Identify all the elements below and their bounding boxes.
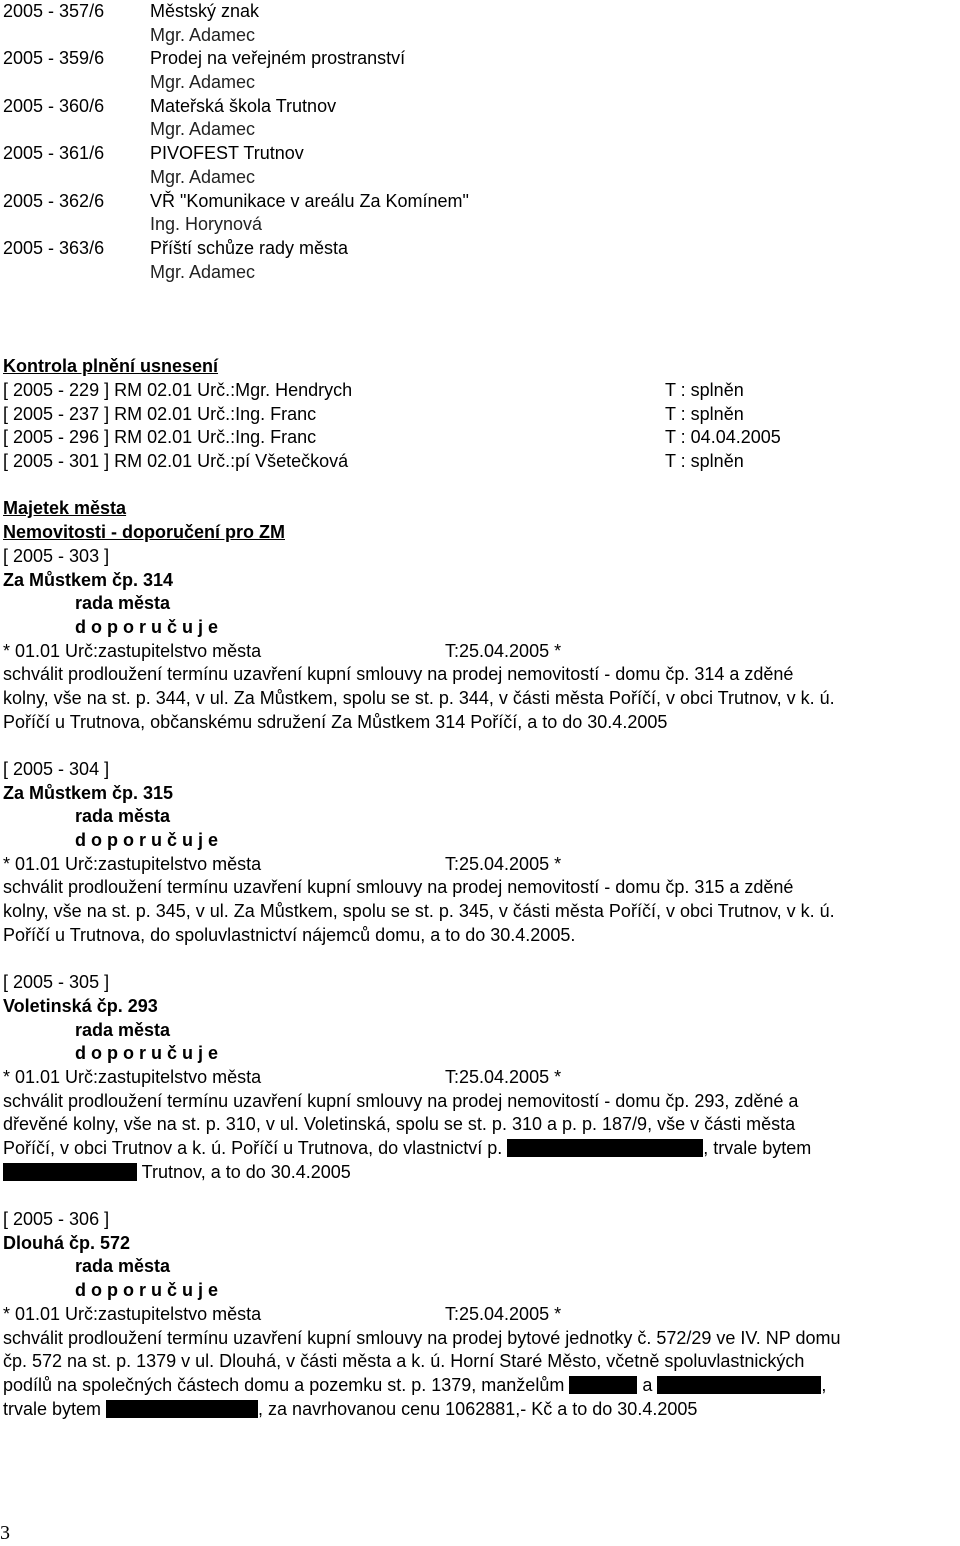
- control-result: T : 04.04.2005: [665, 427, 781, 448]
- agenda-number: 2005 - 357/6: [3, 1, 105, 21]
- resolution-text-line: Poříčí, v obci Trutnov a k. ú. Poříčí u Trutnova, do vlastnictví p.: [3, 1138, 508, 1158]
- redacted-name: [657, 1376, 821, 1394]
- control-result: T : splněn: [665, 380, 744, 400]
- task-assignee: * 01.01 Urč:zastupitelstvo města: [3, 640, 262, 661]
- agenda-title: Městský znak: [150, 1, 260, 21]
- control-section: [3, 355, 958, 473]
- resolution-text-line: ,: [821, 1374, 827, 1395]
- resolution-ref: [ 2005 - 305 ]: [3, 972, 110, 993]
- task-assignee: * 01.01 Urč:zastupitelstvo města: [3, 1303, 262, 1324]
- redacted-name: [569, 1376, 637, 1394]
- agenda-title: VŘ "Komunikace v areálu Za Komínem": [150, 190, 469, 211]
- agenda-title: Mateřská škola Trutnov: [150, 95, 337, 116]
- resolution-text-line: kolny, vše na st. p. 344, v ul. Za Můstkem, spolu se st. p. 344, v části města Poříčí, v obci Trutnov, v k. ú.: [3, 687, 835, 708]
- resolution-305: [3, 971, 958, 1184]
- agenda-person: Mgr. Adamec: [150, 72, 256, 93]
- task-deadline: T:25.04.2005 *: [445, 640, 562, 661]
- agenda-title: Příští schůze rady města: [150, 237, 349, 258]
- resolution-text-line: kolny, vše na st. p. 345, v ul. Za Můstkem, spolu se st. p. 345, v části města Poříčí, v obci Trutnov, v k. ú.: [3, 901, 835, 922]
- resolution-304: [3, 758, 958, 948]
- redacted-address: [106, 1400, 258, 1418]
- task-assignee: * 01.01 Urč:zastupitelstvo města: [3, 853, 262, 874]
- agenda-person: Mgr. Adamec: [150, 119, 256, 140]
- agenda-title: PIVOFEST Trutnov: [150, 143, 304, 164]
- resolution-text-line: trvale bytem: [3, 1398, 107, 1419]
- control-ref: [ 2005 - 229 ] RM 02.01 Urč.:Mgr. Hendrych: [3, 380, 353, 400]
- resolution-ref: [ 2005 - 303 ]: [3, 545, 110, 566]
- agenda-list: [3, 0, 958, 284]
- control-ref: [ 2005 - 237 ] RM 02.01 Urč.:Ing. Franc: [3, 403, 317, 424]
- resolution-text-line: Poříčí u Trutnova, do spoluvlastnictví nájemců domu, a to do 30.4.2005.: [3, 924, 576, 945]
- resolution-title: Dlouhá čp. 572: [3, 1232, 131, 1253]
- resolution-text-line: a: [637, 1374, 658, 1395]
- resolution-306: [3, 1208, 958, 1421]
- agenda-number: 2005 - 360/6: [3, 95, 105, 116]
- agenda-person: Mgr. Adamec: [150, 24, 256, 45]
- agenda-number: 2005 - 361/6: [3, 143, 105, 164]
- resolution-title: Za Můstkem čp. 315: [3, 782, 174, 803]
- resolution-ref: [ 2005 - 306 ]: [3, 1209, 110, 1230]
- resolution-body: rada města: [75, 806, 171, 827]
- task-assignee: * 01.01 Urč:zastupitelstvo města: [3, 1066, 262, 1087]
- resolution-body: rada města: [75, 593, 171, 614]
- resolution-text-line: podílů na společných částech domu a pozemku st. p. 1379, manželům: [3, 1374, 570, 1395]
- resolution-verb: d o p o r u č u j e: [75, 1043, 219, 1064]
- resolution-text-line: , za navrhovanou cenu 1062881,- Kč a to do 30.4.2005: [258, 1398, 698, 1419]
- task-deadline: T:25.04.2005 *: [445, 1303, 562, 1324]
- resolution-verb: d o p o r u č u j e: [75, 830, 219, 851]
- resolution-text-line: schválit prodloužení termínu uzavření kupní smlouvy na prodej bytové jednotky č. 572/29 ve IV. NP domu: [3, 1327, 841, 1348]
- property-subheading: Nemovitosti - doporučení pro ZM: [3, 522, 285, 543]
- property-heading: Majetek města: [3, 498, 127, 519]
- control-ref: [ 2005 - 296 ] RM 02.01 Urč.:Ing. Franc: [3, 427, 317, 448]
- resolution-text-line: dřevěné kolny, vše na st. p. 310, v ul. Voletinská, spolu se st. p. 310 a p. p. 187/9, vše v části města: [3, 1114, 796, 1135]
- redacted-address: [3, 1163, 137, 1181]
- agenda-person: Ing. Horynová: [150, 214, 263, 235]
- resolution-text-line: schválit prodloužení termínu uzavření kupní smlouvy na prodej nemovitostí - domu čp. 315 a zděné: [3, 877, 794, 898]
- resolution-text-line: čp. 572 na st. p. 1379 v ul. Dlouhá, v části města a k. ú. Horní Staré Město, včetně spoluvlastnických: [3, 1351, 805, 1372]
- resolution-body: rada města: [75, 1019, 171, 1040]
- resolution-text-line: Trutnov, a to do 30.4.2005: [137, 1161, 351, 1182]
- resolution-title: Voletinská čp. 293: [3, 995, 158, 1016]
- agenda-number: 2005 - 359/6: [3, 48, 105, 69]
- control-ref: [ 2005 - 301 ] RM 02.01 Urč.:pí Všetečková: [3, 451, 349, 472]
- control-heading: Kontrola plnění usnesení: [3, 356, 219, 377]
- resolution-text-line: , trvale bytem: [703, 1138, 812, 1158]
- resolution-title: Za Můstkem čp. 314: [3, 569, 174, 590]
- resolution-body: rada města: [75, 1256, 171, 1277]
- page-number: 3: [0, 1522, 10, 1544]
- resolution-verb: d o p o r u č u j e: [75, 1280, 219, 1301]
- resolution-303: [3, 545, 958, 735]
- agenda-person: Mgr. Adamec: [150, 261, 256, 282]
- agenda-number: 2005 - 362/6: [3, 190, 105, 211]
- resolution-text-line: schválit prodloužení termínu uzavření kupní smlouvy na prodej nemovitostí - domu čp. 293, zděné a: [3, 1090, 799, 1111]
- resolution-text-line: Poříčí u Trutnova, občanskému sdružení Za Můstkem 314 Poříčí, a to do 30.4.2005: [3, 711, 668, 732]
- resolution-ref: [ 2005 - 304 ]: [3, 759, 110, 779]
- agenda-title: Prodej na veřejném prostranství: [150, 48, 406, 69]
- redacted-name: [507, 1139, 703, 1157]
- document-page: [3, 0, 958, 1421]
- task-deadline: T:25.04.2005 *: [445, 1066, 562, 1087]
- control-result: T : splněn: [665, 451, 744, 472]
- agenda-person: Mgr. Adamec: [150, 166, 256, 187]
- resolution-text-line: schválit prodloužení termínu uzavření kupní smlouvy na prodej nemovitostí - domu čp. 314 a zděné: [3, 664, 794, 685]
- task-deadline: T:25.04.2005 *: [445, 853, 562, 874]
- resolution-verb: d o p o r u č u j e: [75, 616, 219, 637]
- control-result: T : splněn: [665, 403, 744, 424]
- agenda-number: 2005 - 363/6: [3, 237, 105, 258]
